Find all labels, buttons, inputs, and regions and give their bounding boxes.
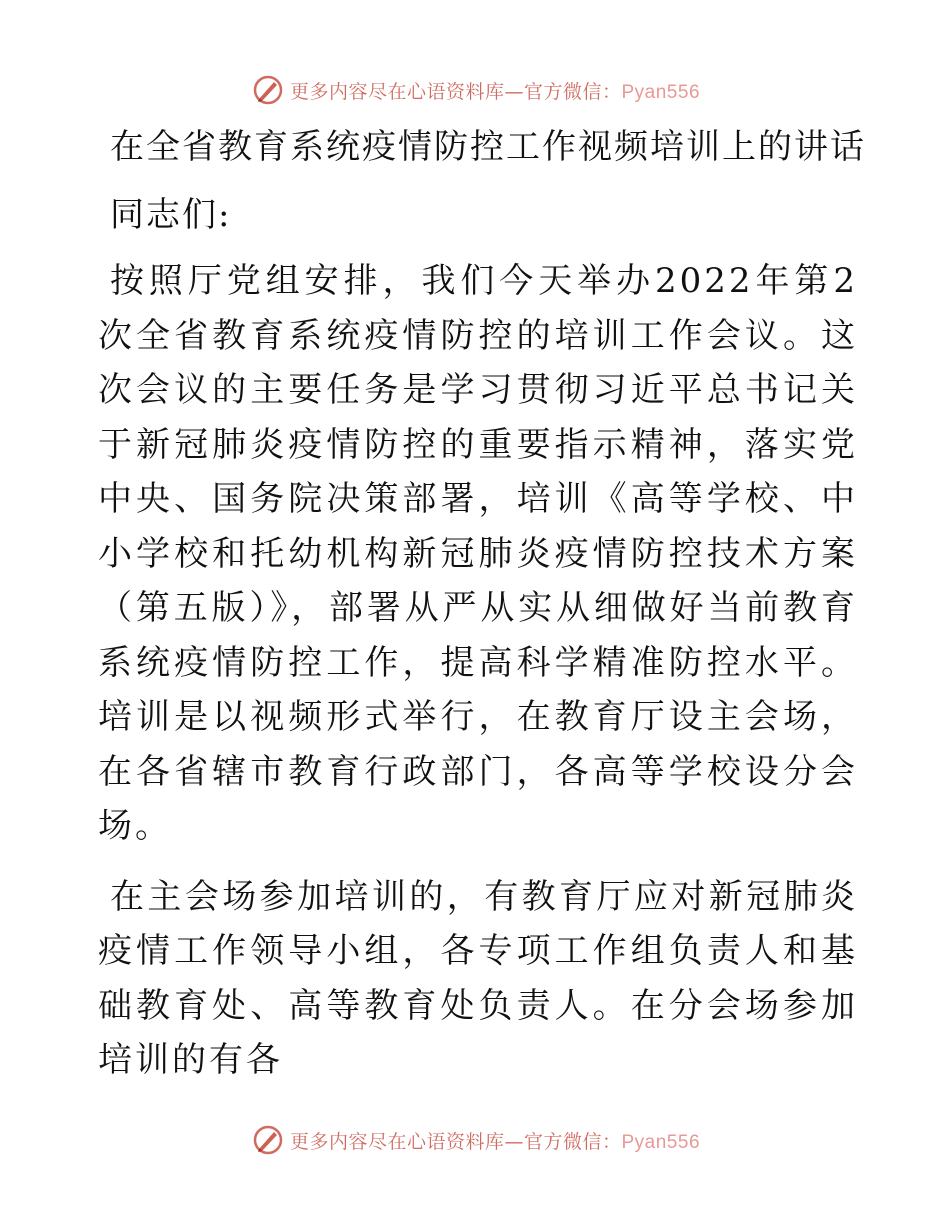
document-body: [98, 122, 866, 1104]
paragraph-2: 在主会场参加培训的，有教育厅应对新冠肺炎疫情工作领导小组，各专项工作组负责人和基础教育处、高等教育处负责人。在分会场参加培训的有各: [98, 876, 858, 1080]
paragraph-1: 按照厅党组安排，我们今天举办2022年第2次全省教育系统疫情防控的培训工作会议。这次会议的主要任务是学习贯彻习近平总书记关于新冠肺炎疫情防控的重要指示精神，落实党中央、国务院决策部署，培训《高等学校、中小学校和托幼机构新冠肺炎疫情防控技术方案（第五版）》，部署从严从实从细做好当前教育系统疫情防控工作，提高科学精准防控水平。培训是以视频形式举行，在教育厅设主会场，在各省辖市教育行政部门，各高等学校设分会场。: [98, 261, 858, 846]
watermark-account: Pyan556: [621, 81, 701, 103]
pen-logo-icon: [250, 1122, 286, 1158]
watermark-text: 更多内容尽在心语资料库—官方微信：Pyan556: [289, 1130, 701, 1153]
pen-logo-icon: [250, 72, 286, 108]
document-title: 在全省教育系统疫情防控工作视频培训上的讲话: [110, 127, 866, 167]
watermark-text: 更多内容尽在心语资料库—官方微信：Pyan556: [289, 80, 701, 103]
watermark-footer: [0, 1120, 950, 1160]
watermark-header: [0, 70, 950, 110]
greeting: 同志们:: [110, 195, 232, 235]
watermark-account: Pyan556: [621, 1131, 701, 1153]
